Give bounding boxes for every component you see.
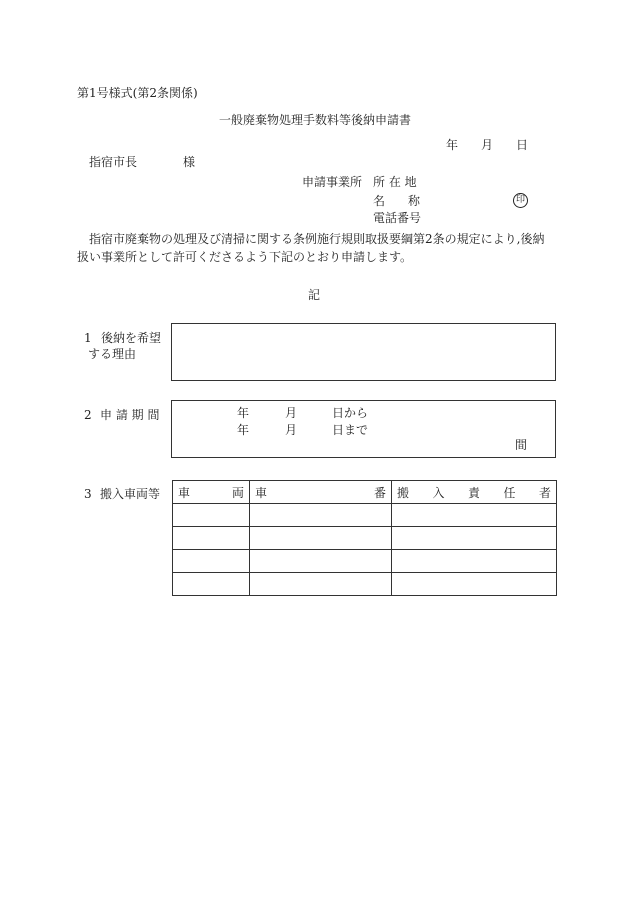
plate-cell[interactable] <box>250 527 392 550</box>
header-person-char-1: 搬 <box>397 485 410 500</box>
vehicle-cell[interactable] <box>173 504 250 527</box>
section1-label-line-2: する理由 <box>88 347 137 361</box>
phone-label: 電話番号 <box>373 211 422 225</box>
body-text-line-2: 扱い事業所として許可くださるよう下記のとおり申請します。 <box>77 250 413 264</box>
header-vehicle <box>173 481 250 504</box>
vehicle-cell[interactable] <box>173 550 250 573</box>
person-cell[interactable] <box>392 527 557 550</box>
period-to-month: 月 <box>285 423 298 437</box>
person-cell[interactable] <box>392 550 557 573</box>
address-label: 所 在 地 <box>373 175 417 189</box>
ki-heading: 記 <box>308 288 321 302</box>
date-year-label: 年 <box>446 138 459 152</box>
period-to-day: 日まで <box>332 423 369 437</box>
header-person-char-2: 入 <box>432 485 445 500</box>
plate-cell[interactable] <box>250 504 392 527</box>
section2-label: 申 請 期 間 <box>100 408 160 422</box>
header-person-char-4: 任 <box>503 485 516 500</box>
header-plate <box>250 481 392 504</box>
name-label-1: 名 <box>373 194 386 208</box>
period-duration: 間 <box>515 438 528 452</box>
vehicle-cell[interactable] <box>173 573 250 596</box>
addressee-honorific: 様 <box>183 155 196 169</box>
header-person-char-3: 責 <box>467 485 480 500</box>
header-vehicle-char-1: 車 <box>178 485 191 500</box>
period-to-year: 年 <box>237 423 250 437</box>
section1-number: 1 <box>84 331 92 345</box>
table-row <box>173 504 557 527</box>
header-vehicle-char-2: 両 <box>231 485 244 500</box>
document-title: 一般廃棄物処理手数料等後納申請書 <box>219 113 412 127</box>
period-from-day: 日から <box>332 406 369 420</box>
table-row <box>173 550 557 573</box>
date-month-label: 月 <box>481 138 494 152</box>
period-from-year: 年 <box>237 406 250 420</box>
applicant-label: 申請事業所 <box>302 175 363 189</box>
header-person-char-5: 者 <box>538 485 551 500</box>
section2-number: 2 <box>84 408 92 422</box>
person-cell[interactable] <box>392 504 557 527</box>
addressee-name: 指宿市長 <box>89 155 138 169</box>
form-number: 第1号様式(第2条関係) <box>77 86 198 100</box>
table-row <box>173 527 557 550</box>
seal-mark: 印 <box>513 193 528 208</box>
table-row <box>173 573 557 596</box>
period-from-month: 月 <box>285 406 298 420</box>
person-cell[interactable] <box>392 573 557 596</box>
section3-label: 搬入車両等 <box>100 487 161 501</box>
header-plate-char-1: 車 <box>255 485 268 500</box>
vehicle-table <box>172 480 557 596</box>
section3-number: 3 <box>84 487 92 501</box>
reason-field[interactable] <box>171 323 556 381</box>
header-plate-char-2: 番 <box>373 485 386 500</box>
vehicle-table-header <box>173 481 557 504</box>
date-day-label: 日 <box>516 138 529 152</box>
header-person <box>392 481 557 504</box>
section1-label-line-1: 後納を希望 <box>101 331 162 345</box>
body-text-line-1: 指宿市廃棄物の処理及び清掃に関する条例施行規則取扱要綱第2条の規定により,後納 <box>89 232 545 246</box>
name-label-2: 称 <box>408 194 421 208</box>
plate-cell[interactable] <box>250 573 392 596</box>
plate-cell[interactable] <box>250 550 392 573</box>
vehicle-cell[interactable] <box>173 527 250 550</box>
